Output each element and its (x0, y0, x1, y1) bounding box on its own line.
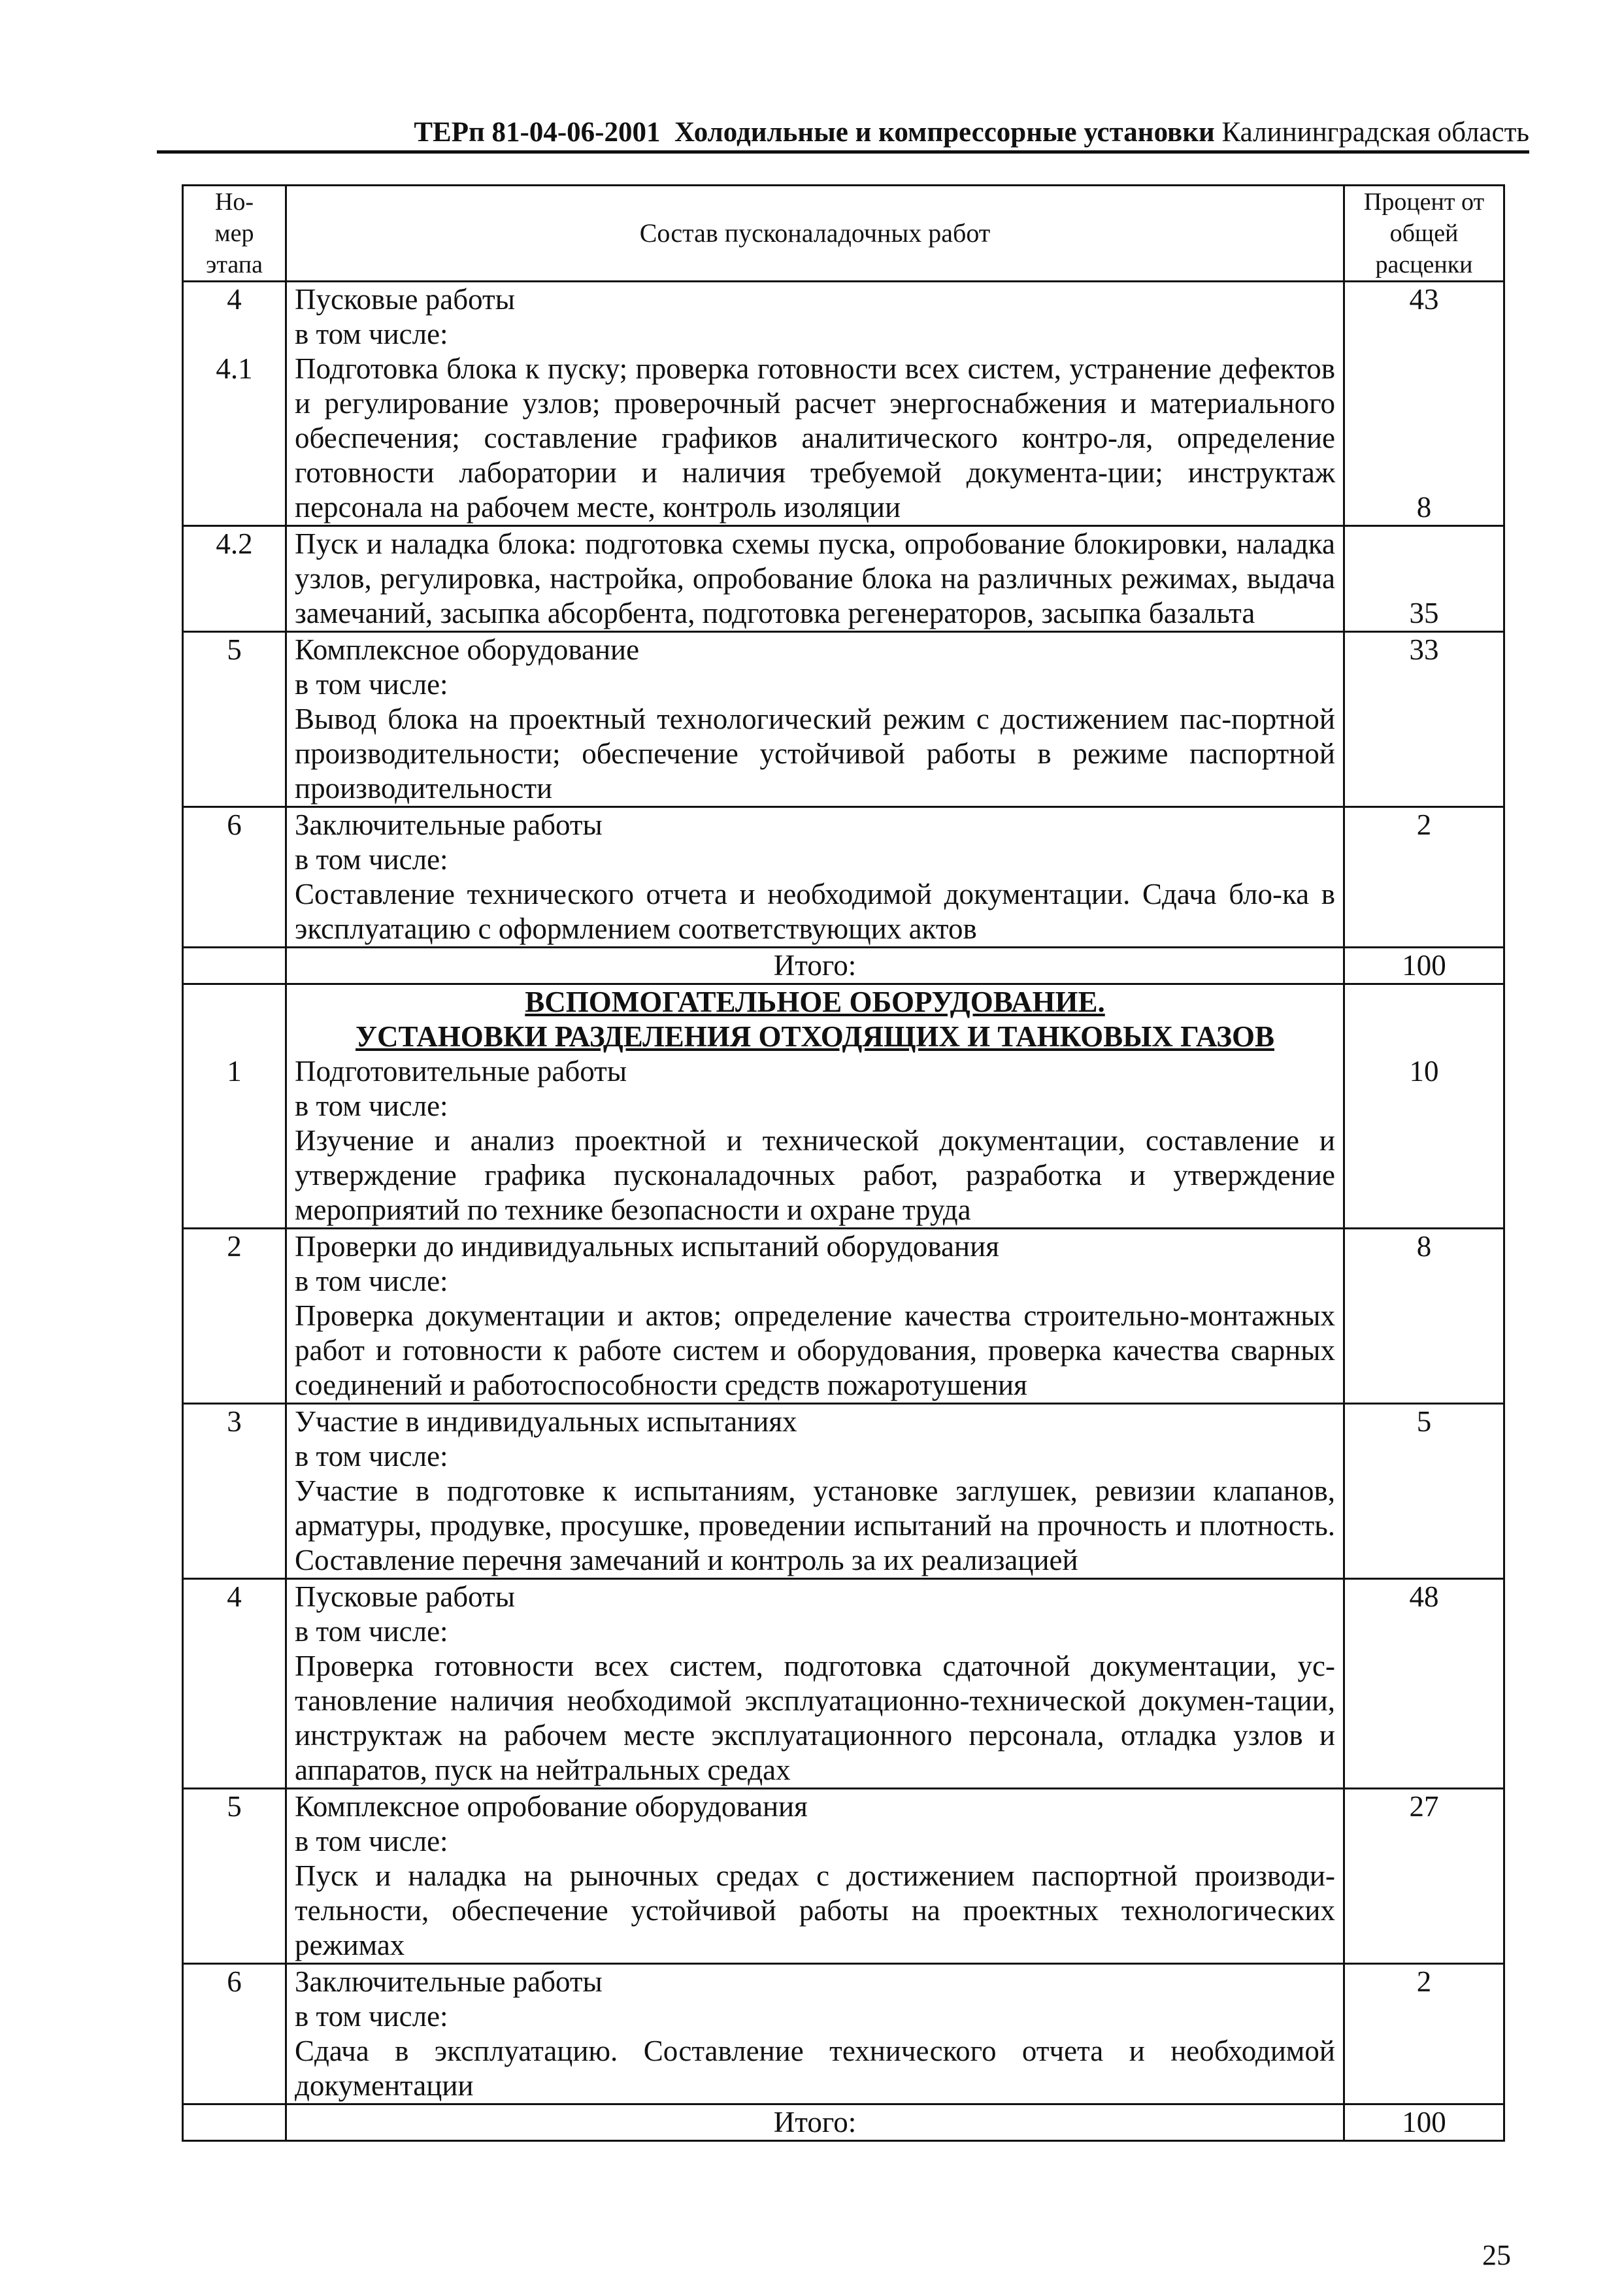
table-row (183, 1579, 1504, 1789)
stage-percent: 27 (1344, 1789, 1504, 1964)
stage-description: Проверки до индивидуальных испытаний оборудования в том числе: Проверка документации и актов; определение качества строительно-монтажных работ и готовности к работе систем и оборудования, проверка качества сварных соединений и работоспособности средств пожаротушения (286, 1229, 1344, 1404)
col-header-content: Состав пусконаладочных работ (286, 186, 1344, 282)
stage-number: 1 (227, 1055, 242, 1088)
header-subject: Холодильные и компрессорные установки (674, 117, 1215, 148)
total-label: Итого: (286, 2104, 1344, 2141)
table-row (183, 282, 1504, 526)
stage-number: 6 (183, 1964, 286, 2104)
running-header (157, 110, 1529, 154)
total-value: 100 (1344, 2104, 1504, 2141)
table-row (183, 1964, 1504, 2104)
total-row (183, 948, 1504, 984)
stage-number: 3 (183, 1404, 286, 1579)
stage-description: Участие в индивидуальных испытаниях в том числе: Участие в подготовке к испытаниям, установке заглушек, ревизии клапанов, арматуры, продувке, просушке, проведении испытаний на прочность и плотность. Составление перечня замечаний и контроль за их реализацией (286, 1404, 1344, 1579)
header-code: ТЕРп 81-04-06-2001 (414, 117, 661, 148)
total-row (183, 2104, 1504, 2141)
stage-description: Комплексное опробование оборудования в том числе: Пуск и наладка на рыночных средах с достижением паспортной производи-тельности, обеспечение устойчивой работы на проектных технологических режимах (286, 1789, 1344, 1964)
stage-number: 4 4.1 (183, 282, 286, 526)
section-title-2: УСТАНОВКИ РАЗДЕЛЕНИЯ ОТХОДЯЩИХ И ТАНКОВЫХ ГАЗОВ (356, 1020, 1274, 1053)
stage-percent: 33 (1344, 632, 1504, 807)
section-title-1: ВСПОМОГАТЕЛЬНОЕ ОБОРУДОВАНИЕ. (525, 986, 1105, 1018)
stage-percent: 10 (1409, 1055, 1439, 1088)
table-row (183, 807, 1504, 948)
header-region: Калининградская область (1221, 117, 1529, 148)
stage-number: 4.2 (183, 526, 286, 632)
stage-percent: 2 (1344, 807, 1504, 948)
commissioning-table (182, 184, 1505, 2142)
stage-percent: 43 8 (1344, 282, 1504, 526)
stage-description: Заключительные работы в том числе: Составление технического отчета и необходимой документации. Сдача бло-ка в эксплуатацию с оформлением соответствующих актов (286, 807, 1344, 948)
stage-description: Пусковые работы в том числе: Проверка готовности всех систем, подготовка сдаточной документации, ус-тановление наличия необходимой эксплуатационно-технической докумен-тации, инструктаж на рабочем месте эксплуатационного персонала, отладка узлов и аппаратов, пуск на нейтральных средах (286, 1579, 1344, 1789)
stage-description: Заключительные работы в том числе: Сдача в эксплуатацию. Составление технического отчета и необходимой документации (286, 1964, 1344, 2104)
stage-percent: 5 (1344, 1404, 1504, 1579)
table-row (183, 1404, 1504, 1579)
stage-percent: 2 (1344, 1964, 1504, 2104)
stage-description: Пусковые работы в том числе: Подготовка блока к пуску; проверка готовности всех систем, устранение дефектов и регулирование узлов; проверочный расчет энергоснабжения и материального обеспечения; составление графиков аналитического контро-ля, определение готовности лаборатории и наличия требуемой документа-ции; инструктаж персонала на рабочем месте, контроль изоляции (286, 282, 1344, 526)
stage-number: 4 (183, 1579, 286, 1789)
page-number: 25 (1482, 2239, 1511, 2271)
col-header-stage: Но- мер этапа (183, 186, 286, 282)
stage-number: 6 (183, 807, 286, 948)
total-value: 100 (1344, 948, 1504, 984)
section-row: 1 ВСПОМОГАТЕЛЬНОЕ ОБОРУДОВАНИЕ. УСТАНОВКИ РАЗДЕЛЕНИЯ ОТХОДЯЩИХ И ТАНКОВЫХ ГАЗОВ Подготовительные работы в том числе: Изучение и анализ проектной и технической документации, составление и утверждение графика пусконаладочных работ, разработка и утверждение мероприятий по технике безопасности и охране труда 10 (183, 984, 1504, 1229)
table-row (183, 526, 1504, 632)
stage-number: 5 (183, 632, 286, 807)
stage-percent: 35 (1344, 526, 1504, 632)
table-row (183, 632, 1504, 807)
header-title (414, 116, 1529, 148)
table-header-row (183, 186, 1504, 282)
table-row (183, 1789, 1504, 1964)
stage-description: Комплексное оборудование в том числе: Вывод блока на проектный технологический режим с достижением пас-портной производительности; обеспечение устойчивой работы в режиме паспортной производительности (286, 632, 1344, 807)
col-header-percent: Процент от общей расценки (1344, 186, 1504, 282)
stage-percent: 8 (1344, 1229, 1504, 1404)
stage-description: Пуск и наладка блока: подготовка схемы пуска, опробование блокировки, наладка узлов, регулировка, настройка, опробование блока на различных режимах, выдача замечаний, засыпка абсорбента, подготовка регенераторов, засыпка базальта (286, 526, 1344, 632)
table-row (183, 1229, 1504, 1404)
stage-number: 2 (183, 1229, 286, 1404)
total-label: Итого: (286, 948, 1344, 984)
stage-percent: 48 (1344, 1579, 1504, 1789)
stage-number: 5 (183, 1789, 286, 1964)
